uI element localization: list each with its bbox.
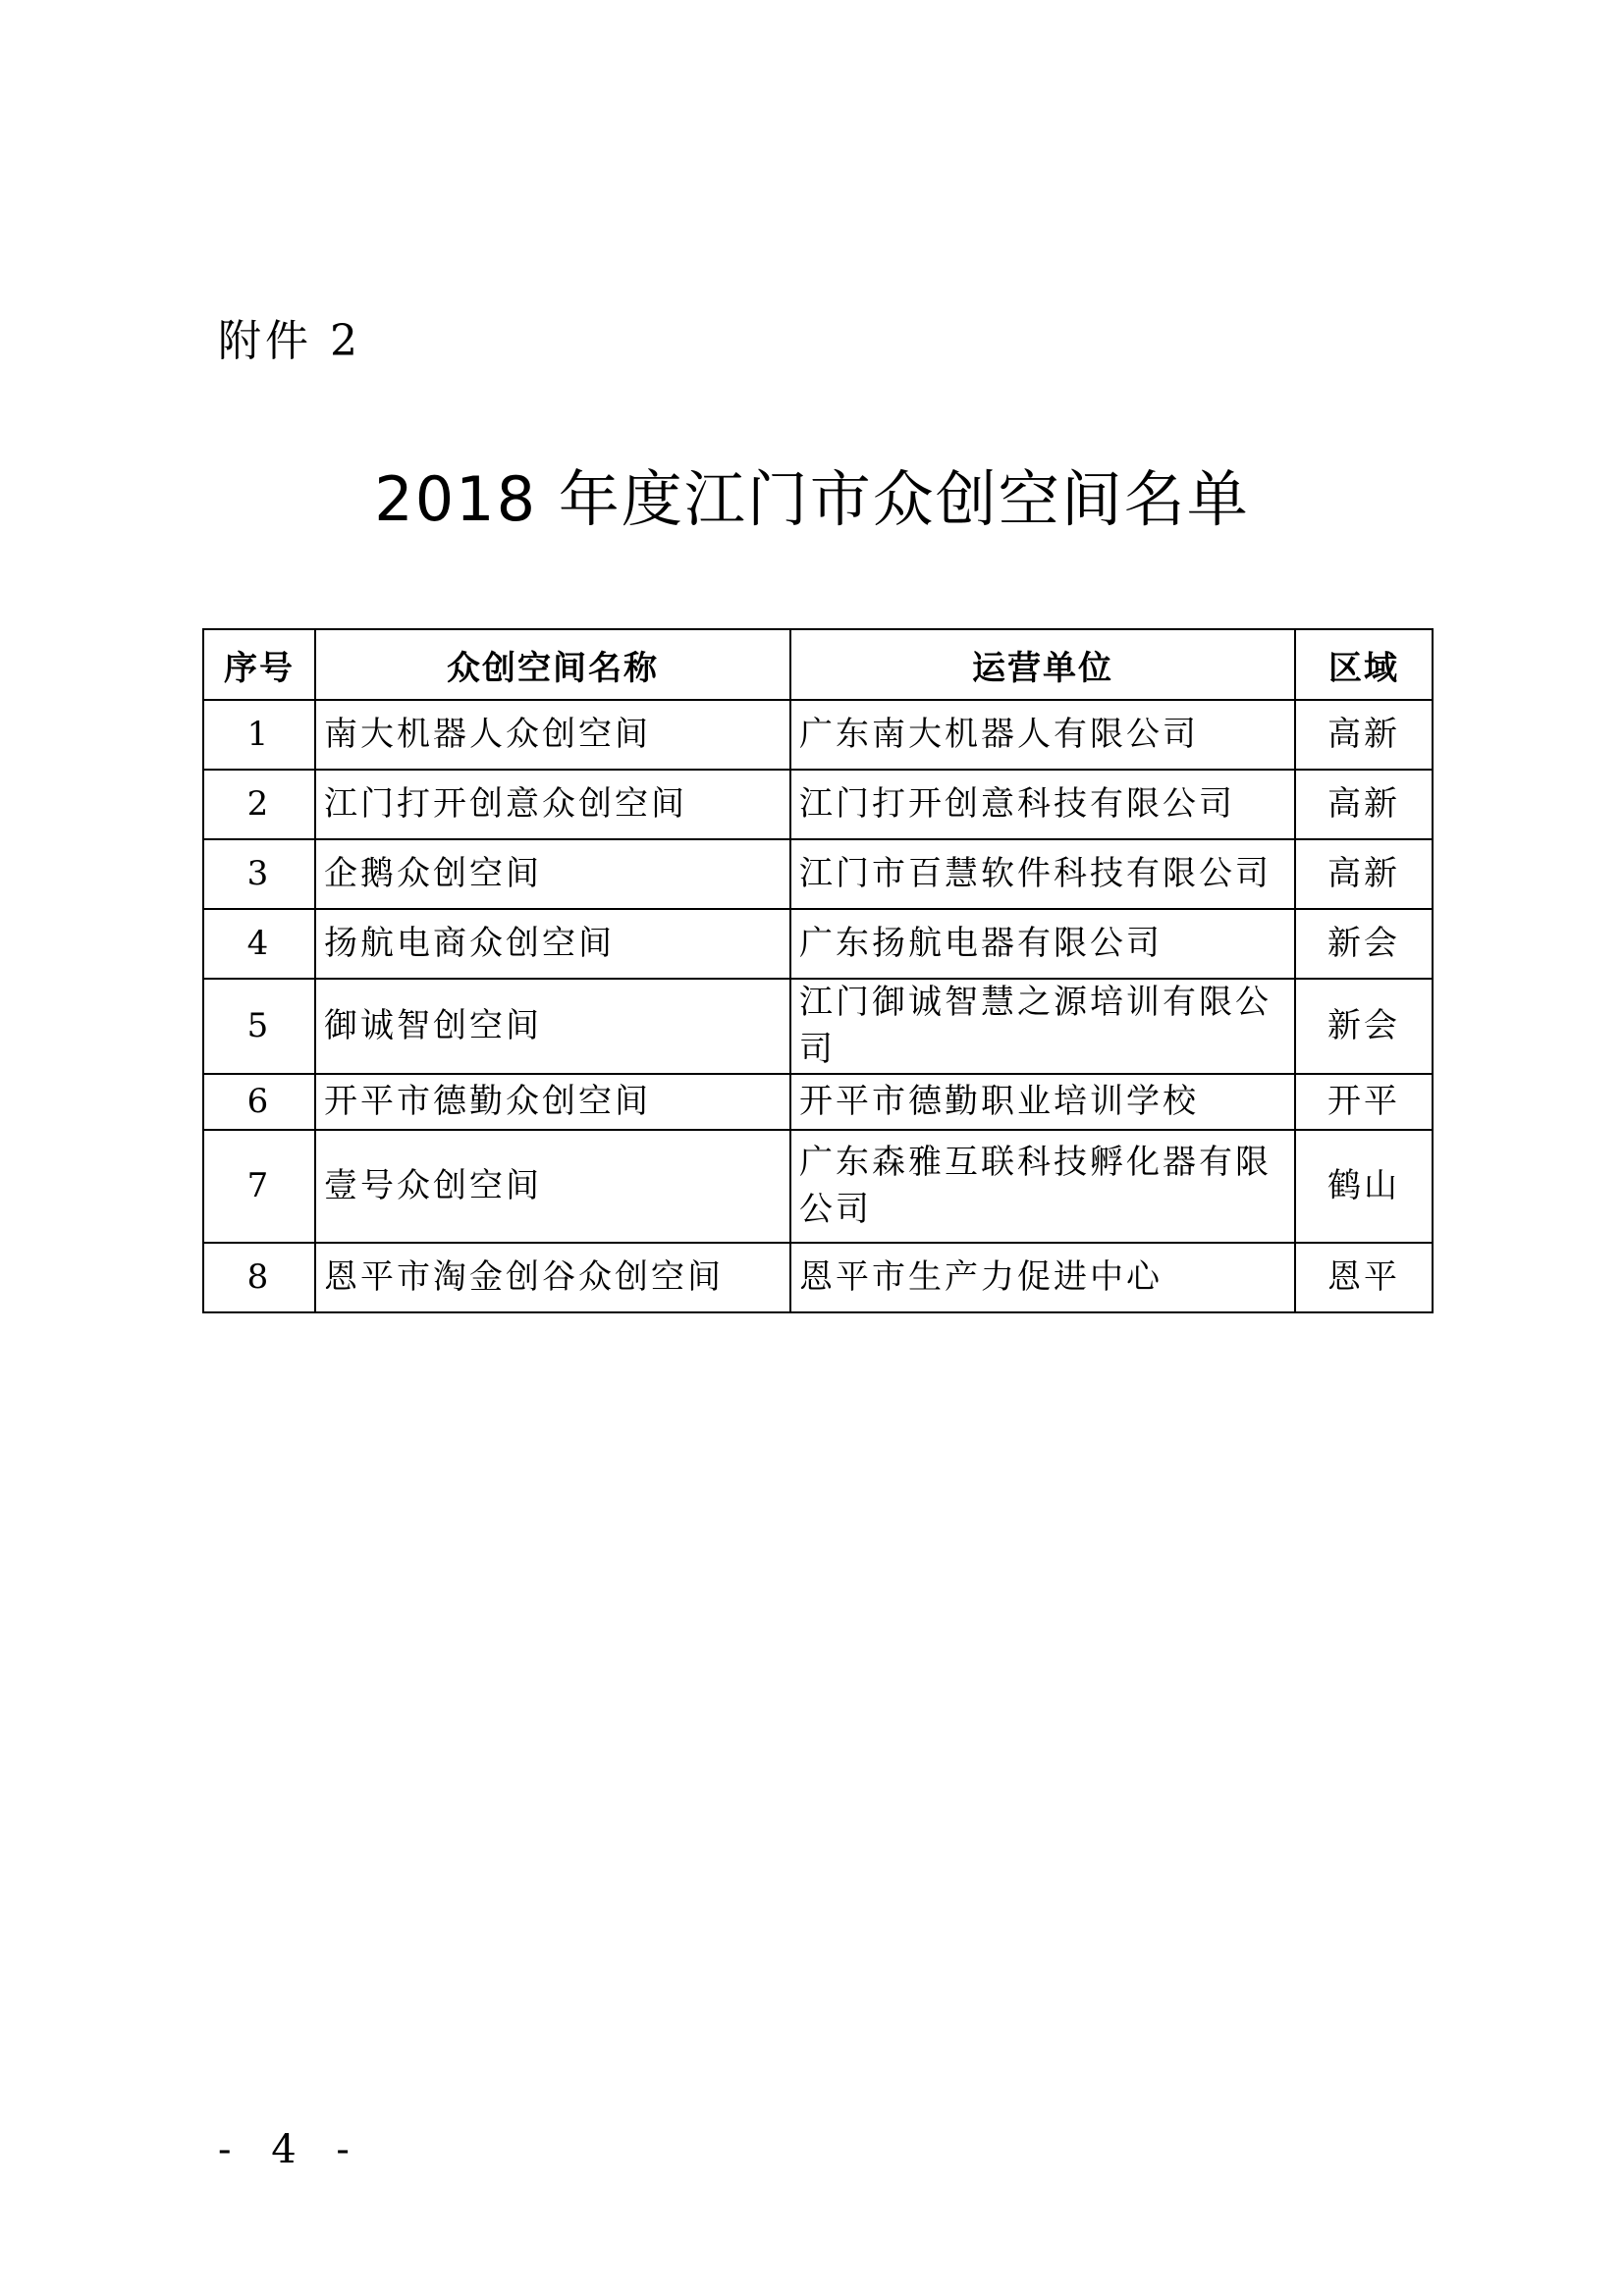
- cell-unit: 广东扬航电器有限公司: [790, 909, 1295, 979]
- cell-unit: 广东南大机器人有限公司: [790, 700, 1295, 770]
- cell-name: 壹号众创空间: [315, 1130, 790, 1243]
- cell-area: 鹤山: [1295, 1130, 1433, 1243]
- header-area: 区域: [1295, 629, 1433, 700]
- cell-unit: 江门御诚智慧之源培训有限公司: [790, 979, 1295, 1074]
- cell-name: 扬航电商众创空间: [315, 909, 790, 979]
- cell-num: 7: [203, 1130, 315, 1243]
- cell-name: 南大机器人众创空间: [315, 700, 790, 770]
- cell-area: 开平: [1295, 1074, 1433, 1130]
- cell-name: 开平市德勤众创空间: [315, 1074, 790, 1130]
- table-header-row: [203, 629, 1433, 700]
- cell-area: 高新: [1295, 770, 1433, 839]
- cell-area: 高新: [1295, 839, 1433, 909]
- header-name: 众创空间名称: [315, 629, 790, 700]
- cell-num: 2: [203, 770, 315, 839]
- cell-unit: 恩平市生产力促进中心: [790, 1243, 1295, 1312]
- attachment-label: 附件 2: [218, 316, 361, 366]
- cell-name: 御诚智创空间: [315, 979, 790, 1074]
- cell-num: 8: [203, 1243, 315, 1312]
- header-num: 序号: [203, 629, 315, 700]
- cell-num: 1: [203, 700, 315, 770]
- cell-name: 企鹅众创空间: [315, 839, 790, 909]
- cell-area: 新会: [1295, 909, 1433, 979]
- cell-num: 6: [203, 1074, 315, 1130]
- table-row: [203, 770, 1433, 839]
- cell-num: 5: [203, 979, 315, 1074]
- page-number: - 4 -: [218, 2127, 363, 2172]
- maker-space-table: [202, 628, 1434, 1313]
- cell-area: 高新: [1295, 700, 1433, 770]
- cell-unit: 江门市百慧软件科技有限公司: [790, 839, 1295, 909]
- table-row: [203, 1074, 1433, 1130]
- table-row: [203, 979, 1433, 1074]
- cell-num: 3: [203, 839, 315, 909]
- table-row: [203, 909, 1433, 979]
- cell-num: 4: [203, 909, 315, 979]
- header-unit: 运营单位: [790, 629, 1295, 700]
- cell-name: 江门打开创意众创空间: [315, 770, 790, 839]
- cell-unit: 江门打开创意科技有限公司: [790, 770, 1295, 839]
- table-row: [203, 1130, 1433, 1243]
- document-title: 2018 年度江门市众创空间名单: [374, 463, 1250, 535]
- cell-unit: 广东森雅互联科技孵化器有限公司: [790, 1130, 1295, 1243]
- cell-unit: 开平市德勤职业培训学校: [790, 1074, 1295, 1130]
- cell-name: 恩平市淘金创谷众创空间: [315, 1243, 790, 1312]
- cell-area: 新会: [1295, 979, 1433, 1074]
- table-row: [203, 1243, 1433, 1312]
- table-row: [203, 700, 1433, 770]
- table-row: [203, 839, 1433, 909]
- cell-area: 恩平: [1295, 1243, 1433, 1312]
